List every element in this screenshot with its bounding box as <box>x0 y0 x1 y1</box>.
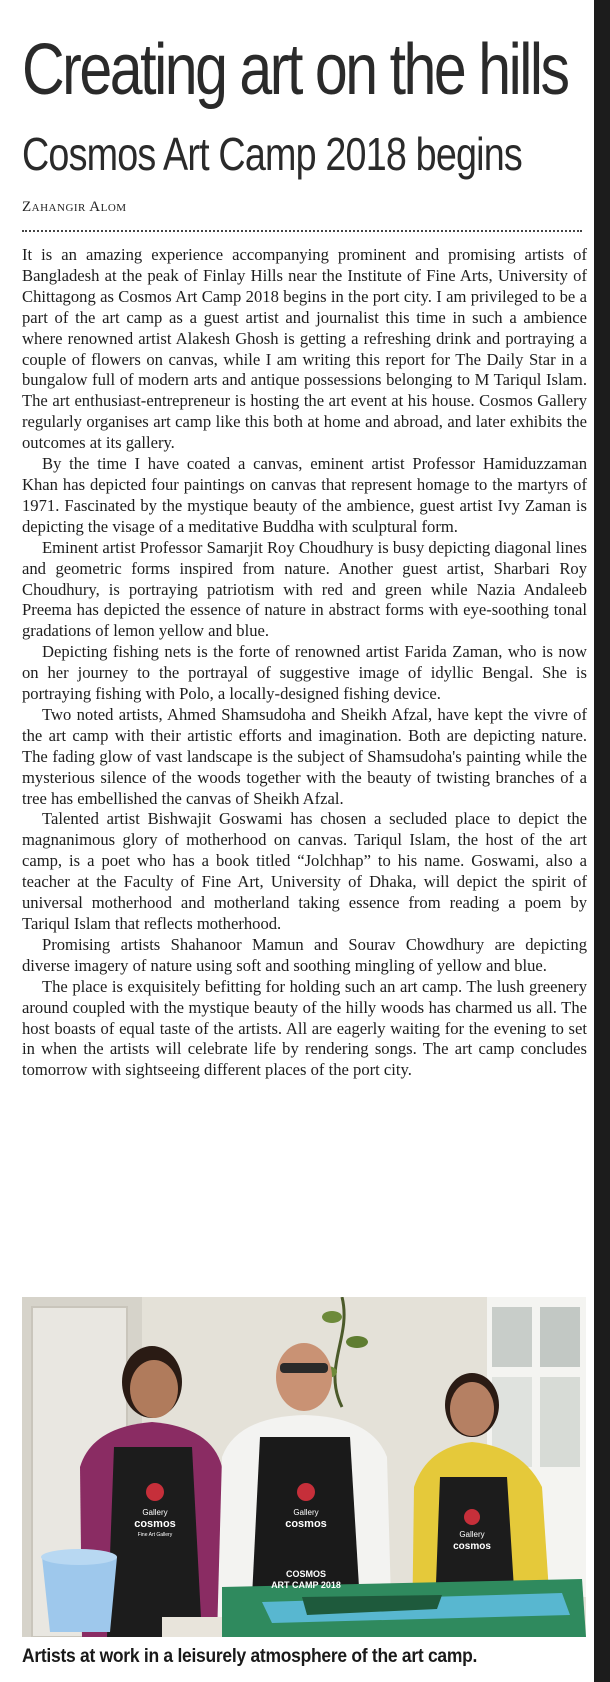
apron-subtitle-text: Fine Art Gallery <box>137 1532 173 1538</box>
paragraph: Eminent artist Professor Samarjit Roy Choudhury is busy depicting diagonal lines and geometric forms inspired from nature. Another guest artist, Sharbari Roy Choudhury, is portraying patriotism with red and green while Nazia Andaleeb Preema has depicted the essence of nature in abstract forms with eye-soothing tonal gradations of lemon yellow and blue. <box>22 537 587 641</box>
apron-gallery-text: Gallery <box>142 1508 168 1517</box>
article-photo <box>22 1297 586 1637</box>
paragraph: Two noted artists, Ahmed Shamsudoha and Sheikh Afzal, have kept the vivre of the art camp with their artistic efforts and imagination. Both are depicting nature. The fading glow of vast landscape is the subject of Shamsudoha's painting while the mysterious silence of the woods together with the beauty of twisting branches of a tree has embellished the canvas of Sheikh Afzal. <box>22 704 587 808</box>
dotted-divider <box>22 230 582 232</box>
apron-gallery-text: Gallery <box>459 1530 485 1539</box>
article-body <box>22 245 587 1081</box>
headline: Creating art on the hills <box>22 30 568 110</box>
paragraph: By the time I have coated a canvas, eminent artist Professor Hamiduzzaman Khan has depicted four paintings on canvas that represent homage to the martyrs of 1971. Fascinated by the mystique beauty of the ambience, guest artist Ivy Zaman is depicting the visage of a meditative Buddha with sculptural form. <box>22 454 587 536</box>
paragraph: Promising artists Shahanoor Mamun and Sourav Chowdhury are depicting diverse imagery of nature using soft and soothing mingling of yellow and blue. <box>22 934 587 975</box>
paragraph: Depicting fishing nets is the forte of renowned artist Farida Zaman, who is now on her journey to the portrayal of suggestive image of idyllic Bengal. She is portraying fishing with Polo, a locally-designed fishing device. <box>22 642 587 704</box>
photo-caption: Artists at work in a leisurely atmosphere of the art camp. <box>22 1646 478 1667</box>
apron-gallery-text: Gallery <box>293 1508 319 1517</box>
paragraph: The place is exquisitely befitting for holding such an art camp. The lush greenery around coupled with the mystique beauty of the hilly woods has charmed us all. The host boasts of equal taste of the artists. All are eagerly waiting for the evening to set in when the artists will celebrate life by rendering songs. The art camp concludes tomorrow with sightseeing different places of the port city. <box>22 976 587 1080</box>
subheadline: Cosmos Art Camp 2018 begins <box>22 128 522 180</box>
right-margin-bar <box>594 0 610 1682</box>
apron-brand-text: cosmos <box>134 1518 176 1530</box>
apron-camp-line2: ART CAMP 2018 <box>271 1580 341 1590</box>
apron-brand-text: cosmos <box>453 1541 491 1552</box>
paragraph: Talented artist Bishwajit Goswami has chosen a secluded place to depict the magnanimous glory of motherhood on canvas. Tariqul Islam, the host of the art camp, is a poet who has a book titled “Jolchhap” to his name. Goswami, also a teacher at the Faculty of Fine Art, University of Dhaka, will depict the spirit of universal motherhood and motherland taking essence from reading a poem by Tariqul Islam that reflects motherhood. <box>22 809 587 933</box>
paragraph: It is an amazing experience accompanying prominent and promising artists of Bangladesh at the peak of Finlay Hills near the Institute of Fine Arts, University of Chittagong as Cosmos Art Camp 2018 begins in the port city. I am privileged to be a part of the art camp as a guest artist and journalist this time in such a ambience where renowned artist Alakesh Ghosh is getting a refreshing drink and portraying a couple of flowers on canvas, while I am writing this report for The Daily Star in a bungalow full of modern arts and antique possessions belonging to M Tariqul Islam. The art enthusiast-entrepreneur is hosting the art event at his house. Cosmos Gallery regularly organises art camp like this both at home and abroad, and later exhibits the outcomes at its gallery. <box>22 245 587 453</box>
byline: Zahangir Alom <box>22 199 127 215</box>
apron-camp-line1: COSMOS <box>285 1569 327 1579</box>
apron-brand-text: cosmos <box>285 1518 327 1530</box>
